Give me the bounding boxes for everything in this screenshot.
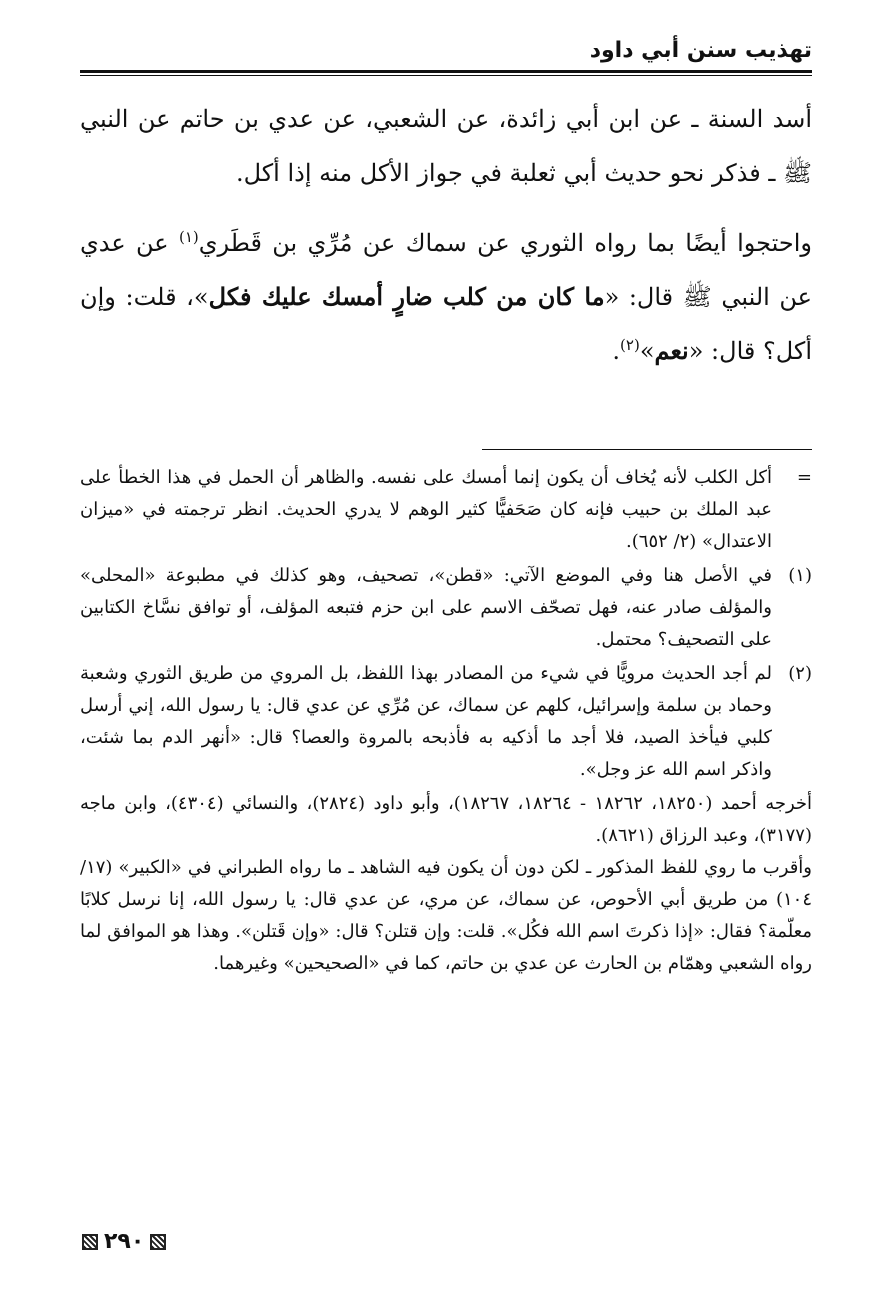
footnote-2-paragraph-3: وأقرب ما روي للفظ المذكور ـ لكن دون أن يكون فيه الشاهد ـ ما رواه الطبراني في «الكبير» (١٧/ ١٠٤) من طريق أبي الأحوص، عن سماك، عن مري، عن عدي قال: يا رسول الله، إنا نرسل كلابًا معلّمة؟ فقال: «إذا ذكرتَ اسم الله فكُل». قلت: وإن قتلن؟ قال: «وإن قَتلن». وهذا هو الموافق لما رواه الشعبي وهمّام بن الحارث عن عدي بن حاتم، كما في «الصحيحين» وغيرهما. [80, 857, 812, 974]
p2-text-a: واحتجوا أيضًا بما رواه الثوري عن سماك عن مُرِّي بن قَطَري [198, 229, 812, 257]
footnote-separator [482, 449, 812, 450]
main-text [80, 92, 812, 378]
page-number: ٢٩٠ [104, 1229, 145, 1254]
footnote-2-paragraph-2: أخرجه أحمد (١٨٢٥٠، ١٨٢٦٢ - ١٨٢٦٤، ١٨٢٦٧)، وأبو داود (٢٨٢٤)، والنسائي (٤٣٠٤)، وابن ماجه (٣١٧٧)، وعبد الرزاق (٨٦٢١). [80, 793, 813, 846]
footnote-1-mark: (١) [788, 565, 812, 586]
p2-text-d: » [639, 337, 655, 365]
ornament-icon [150, 1234, 166, 1250]
footnote-ref-1: (١) [178, 228, 199, 246]
footnote-continued-mark: = [796, 467, 812, 488]
page-folio [82, 1228, 166, 1256]
main-paragraph-2 [80, 216, 812, 378]
footnote-ref-2: (٢) [620, 336, 640, 354]
p2-text-c: »، قلت: وإن أكل؟ قال: « [80, 283, 812, 365]
header-rule-thick [80, 70, 812, 73]
footnote-1-text: في الأصل هنا وفي الموضع الآتي: «قطن»، تصحيف، وهو كذلك في مطبوعة «المحلى» والمؤلف صادر عنه، فهل تصحّف الاسم على ابن حزم فتبعه المؤلف، أو توافق نسَّاخ الكتابين على التصحيف؟ محتمل. [80, 565, 772, 650]
hadith-text: ما كان من كلب ضارٍ أمسك عليك فكل [208, 282, 605, 311]
footnote-continued-text: أكل الكلب لأنه يُخاف أن يكون إنما أمسك على نفسه. والظاهر أن الحمل في هذا الخطأ على عبد الملك بن حبيب فإنه كان صَحَفيًّا كثير الوهم لا يدري الحديث. انظر ترجمته في «ميزان الاعتدال» (٢/ ٦٥٢). [80, 467, 772, 552]
main-paragraph-1: أسد السنة ـ عن ابن أبي زائدة، عن الشعبي، عن عدي بن حاتم عن النبي ﷺ ـ فذكر نحو حديث أبي ثعلبة في جواز الأكل منه إذا أكل. [80, 105, 812, 187]
footnote-2-mark: (٢) [788, 663, 812, 684]
footnote-2-paragraph-1: لم أجد الحديث مرويًّا في شيء من المصادر بهذا اللفظ، بل المروي من طريق الثوري وشعبة وحماد بن سلمة وإسرائيل، كلهم عن سماك، عن مُرِّي عن عدي قال: يا رسول الله، إني أرسل كلبي فيأخذ الصيد، فلا أجد ما أذكيه به فأذبحه بالمروة والعصا؟ قال: «أنهر الدم بما شئت، واذكر اسم الله عز وجل». [80, 663, 772, 780]
header-rule-thin [80, 75, 812, 76]
p2-text-e: . [612, 337, 621, 365]
running-header-title: تهذيب سنن أبي داود [589, 38, 812, 63]
footnotes [80, 462, 812, 980]
footnote-1 [80, 560, 812, 656]
p2-text-b: عن عدي عن النبي ﷺ قال: « [80, 229, 813, 311]
footnote-2 [80, 658, 812, 786]
answer-text: نعم [654, 336, 689, 365]
ornament-icon [82, 1234, 98, 1250]
footnote-continued [80, 462, 812, 558]
